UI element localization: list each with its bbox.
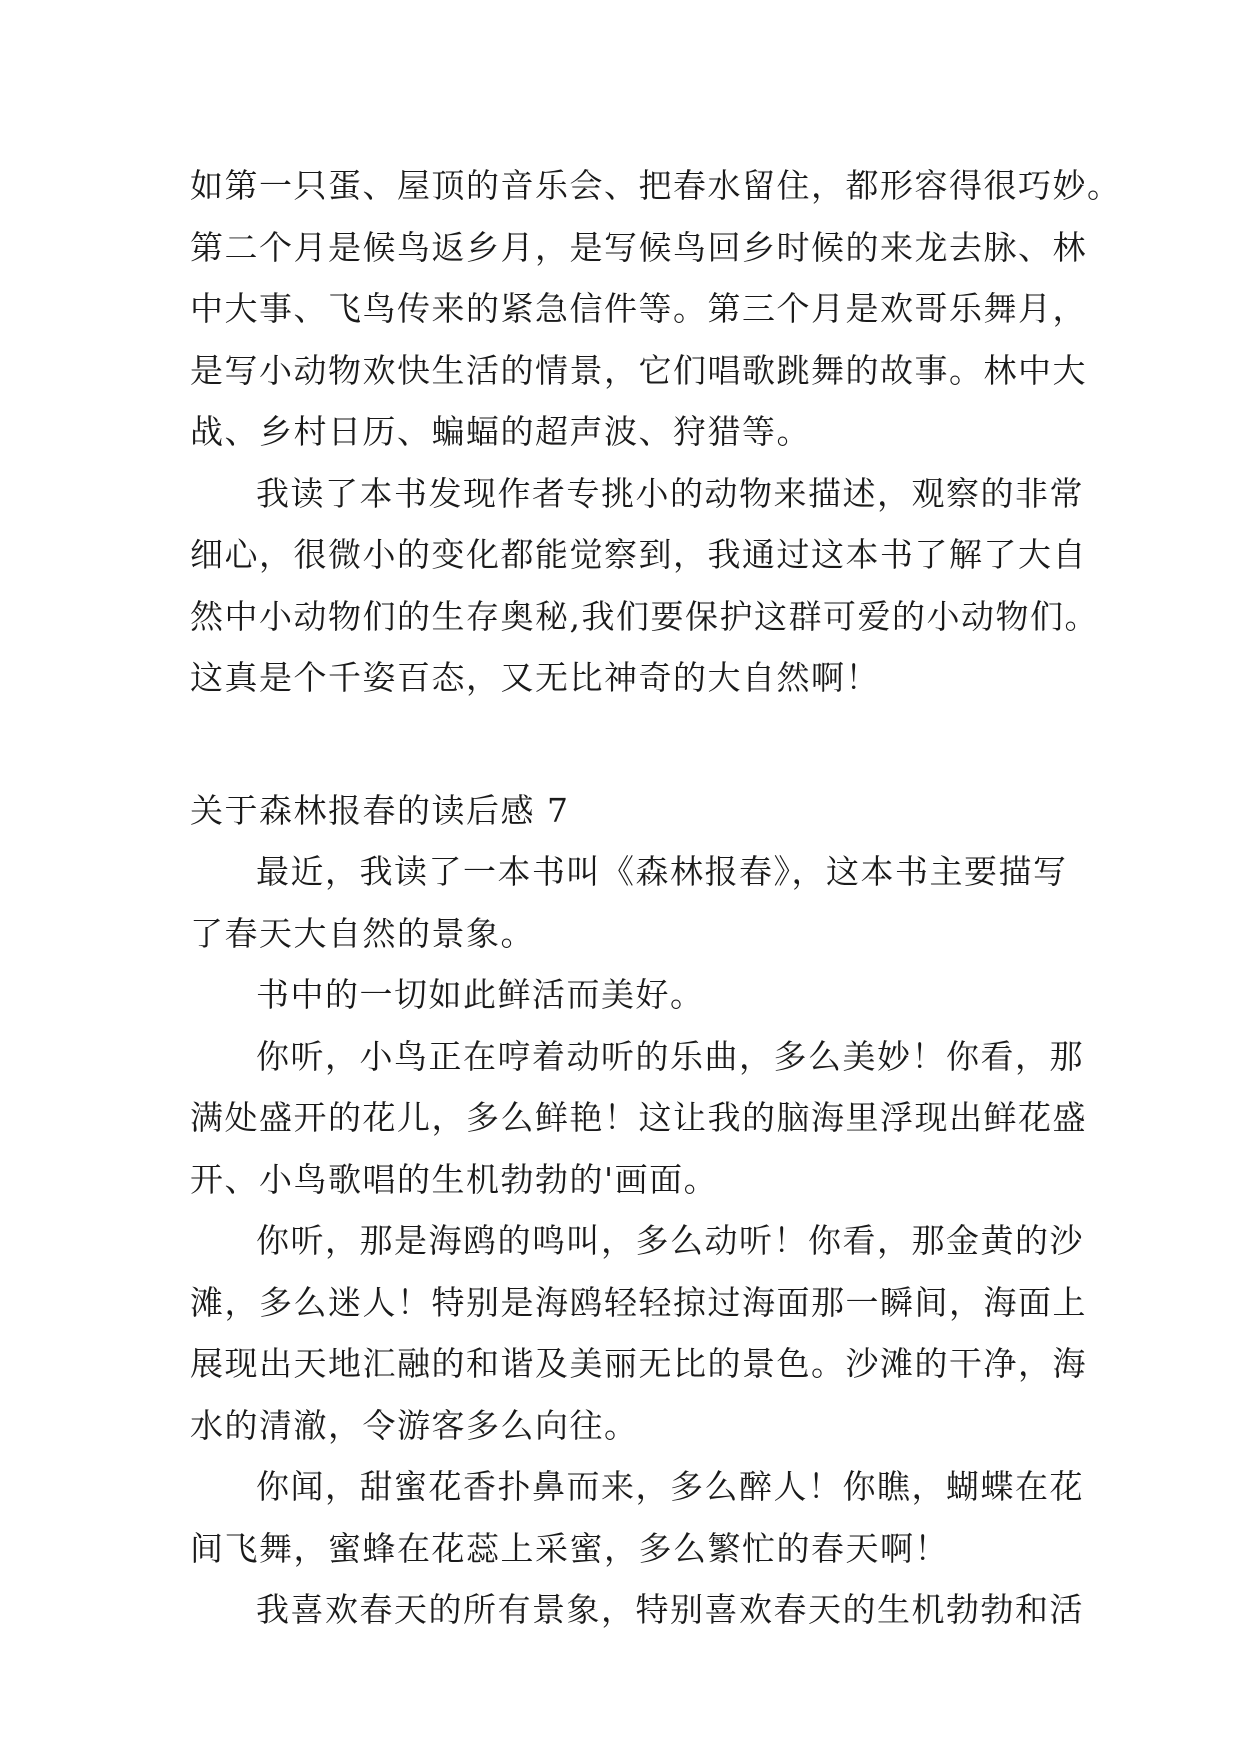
text-line: 然中小动物们的生存奥秘,我们要保护这群可爱的小动物们。 <box>190 596 1099 636</box>
paragraph-start: 你闻，甜蜜花香扑鼻而来，多么醉人！你瞧，蝴蝶在花 <box>256 1467 1084 1506</box>
paragraph-start: 我读了本书发现作者专挑小的动物来描述，观察的非常 <box>256 473 1084 513</box>
paragraph-start: 你听，那是海鸥的鸣叫，多么动听！你看，那金黄的沙 <box>256 1221 1084 1260</box>
text-line: 第二个月是候鸟返乡月，是写候鸟回乡时候的来龙去脉、林 <box>190 227 1087 267</box>
section-gap <box>190 709 1060 780</box>
text-line: 中大事、飞鸟传来的紧急信件等。第三个月是欢哥乐舞月， <box>190 289 1087 328</box>
text-line: 间飞舞，蜜蜂在花蕊上采蜜，多么繁忙的春天啊！ <box>190 1528 949 1568</box>
text-line: 满处盛开的花儿，多么鲜艳！这让我的脑海里浮现出鲜花盛 <box>190 1098 1087 1137</box>
section-title: 关于森林报春的读后感 7 <box>190 790 570 830</box>
text-line: 开、小鸟歌唱的生机勃勃的'画面。 <box>190 1159 719 1199</box>
paragraph-start: 最近，我读了一本书叫《森林报春》，这本书主要描写 <box>256 852 1068 891</box>
text-line: 是写小动物欢快生活的情景，它们唱歌跳舞的故事。林中大 <box>190 350 1087 390</box>
text-line: 展现出天地汇融的和谐及美丽无比的景色。沙滩的干净，海 <box>190 1344 1087 1383</box>
paragraph-start: 书中的一切如此鲜活而美好。 <box>256 975 705 1014</box>
text-line: 滩，多么迷人！特别是海鸥轻轻掠过海面那一瞬间，海面上 <box>190 1282 1087 1322</box>
text-line: 细心，很微小的变化都能觉察到，我通过这本书了解了大自 <box>190 535 1087 574</box>
paragraph-start: 你听，小鸟正在哼着动听的乐曲，多么美妙！你看，那 <box>256 1036 1084 1076</box>
text-line: 如第一只蛋、屋顶的音乐会、把春水留住，都形容得很巧妙。 <box>190 166 1122 205</box>
document-page <box>190 155 1122 1641</box>
text-line: 这真是个千姿百态，又无比神奇的大自然啊！ <box>190 658 880 697</box>
text-line: 战、乡村日历、蝙蝠的超声波、狩猎等。 <box>190 412 811 451</box>
text-line: 了春天大自然的景象。 <box>190 913 535 953</box>
paragraph-start: 我喜欢春天的所有景象，特别喜欢春天的生机勃勃和活 <box>256 1590 1084 1629</box>
text-line: 水的清澈，令游客多么向往。 <box>190 1405 639 1445</box>
